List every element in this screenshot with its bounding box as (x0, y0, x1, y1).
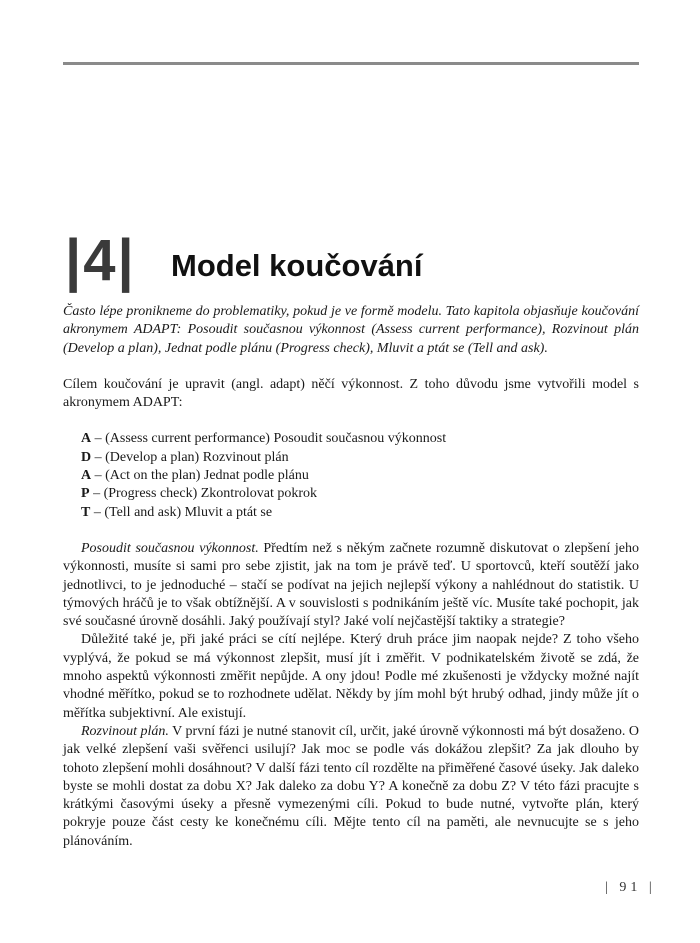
acronym-item (81, 504, 639, 522)
body-paragraph (63, 723, 639, 851)
acronym-text: – (Assess current performance) Posoudit současnou výkonnost (91, 431, 447, 447)
acronym-text: – (Act on the plan) Jednat podle plánu (91, 468, 309, 484)
chapter-intro: Často lépe pronikneme do problematiky, pokud je ve formě modelu. Tato kapitola objasňuje koučování akronymem ADAPT: Posoudit současnou výkonnost (Assess current performance), Rozvinout plán (Develop a plan), Jednat podle plánu (Progress check), Mluvit a ptát se (Tell and ask). (63, 304, 639, 356)
acronym-text: – (Develop a plan) Rozvinout plán (91, 449, 289, 465)
acronym-text: – (Progress check) Zkontrolovat pokrok (89, 486, 318, 502)
top-rule (63, 62, 639, 65)
paragraph-text: V první fázi je nutné stanovit cíl, určit, jaké úrovně výkonnosti má být dosaženo. O jak velké zlepšení vaši svěřenci usilují? Jak moc se podle vás dokážou zlepšit? Za jak dlouho by tohoto zlepšení mohli dosáhnout? V další fázi tento cíl rozdělte na přiměřené časové úseky. Jak daleko byste se mohli dostat za dobu X? Jak daleko za dobu Y? A konečně za dobu Z? V této fázi pracujte s krátkými časovými úseky a přesně vymezenými cíli. Pokud to bude nutné, vytvořte plán, který pokryje pouze část cesty ke konečnému cíli. Mějte tento cíl na paměti, ale nevnucujte se s jeho plánováním. (63, 723, 640, 849)
paragraph-text: Důležité také je, při jaké práci se cítí nejlépe. Který druh práce jim naopak nejde? Z toho všeho vyplývá, že pokud se má výkonnost zlepšit, musí jít i změřit. V podnikatelském životě se zdá, že mnoho aspektů výkonnosti změřit nepůjde. A ony jdou! Podle mé zkušenosti je vždycky možné najít vhodné měřítko, pokud se to rozhodnete udělat. Někdy by jím mohl být hrubý odhad, jindy může jít o měřítka subjektivní. Ale existují. (63, 632, 639, 721)
page-number-value: 91 (619, 880, 642, 895)
body-paragraph (63, 540, 639, 631)
acronym-text: – (Tell and ask) Mluvit a ptát se (90, 504, 273, 520)
paragraph-heading: Rozvinout plán. (81, 723, 169, 739)
acronym-item (81, 485, 639, 503)
acronym-letter: P (81, 486, 90, 502)
paragraph-text: Předtím než s někým začnete rozumně diskutovat o zlepšení jeho výkonnosti, musíte si sami pro sebe zjistit, jak na tom je právě teď. U sportovců, kteří soutěží jako jednotlivci, to je jednoduché – stačí se podívat na jejich nejlepší výkony a nahlédnout do statistik. U týmových hráčů je to však obtížnější. A v souvislosti s podnikáním ještě víc. Musíte také pochopit, jak své současné úrovně dosáhli. Jaký používají styl? Jaké volí nejčastější taktiky a strategie? (63, 540, 639, 630)
acronym-item (81, 467, 639, 485)
acronym-letter: A (81, 468, 92, 484)
page-body (63, 303, 639, 851)
acronym-letter: D (81, 449, 92, 465)
chapter-number: |4| (65, 228, 136, 293)
acronym-list (63, 430, 639, 521)
acronym-item (81, 449, 639, 467)
page-number: | 91 | (605, 880, 656, 895)
body-paragraph (63, 631, 639, 722)
chapter-title: Model koučování (171, 248, 423, 283)
chapter-heading (63, 226, 639, 296)
acronym-letter: A (81, 431, 92, 447)
paragraph-heading: Posoudit současnou výkonnost. (81, 540, 259, 556)
acronym-letter: T (81, 504, 91, 520)
acronym-item (81, 430, 639, 448)
lead-paragraph: Cílem koučování je upravit (angl. adapt) něčí výkonnost. Z toho důvodu jsme vytvořili model s akronymem ADAPT: (63, 376, 639, 411)
